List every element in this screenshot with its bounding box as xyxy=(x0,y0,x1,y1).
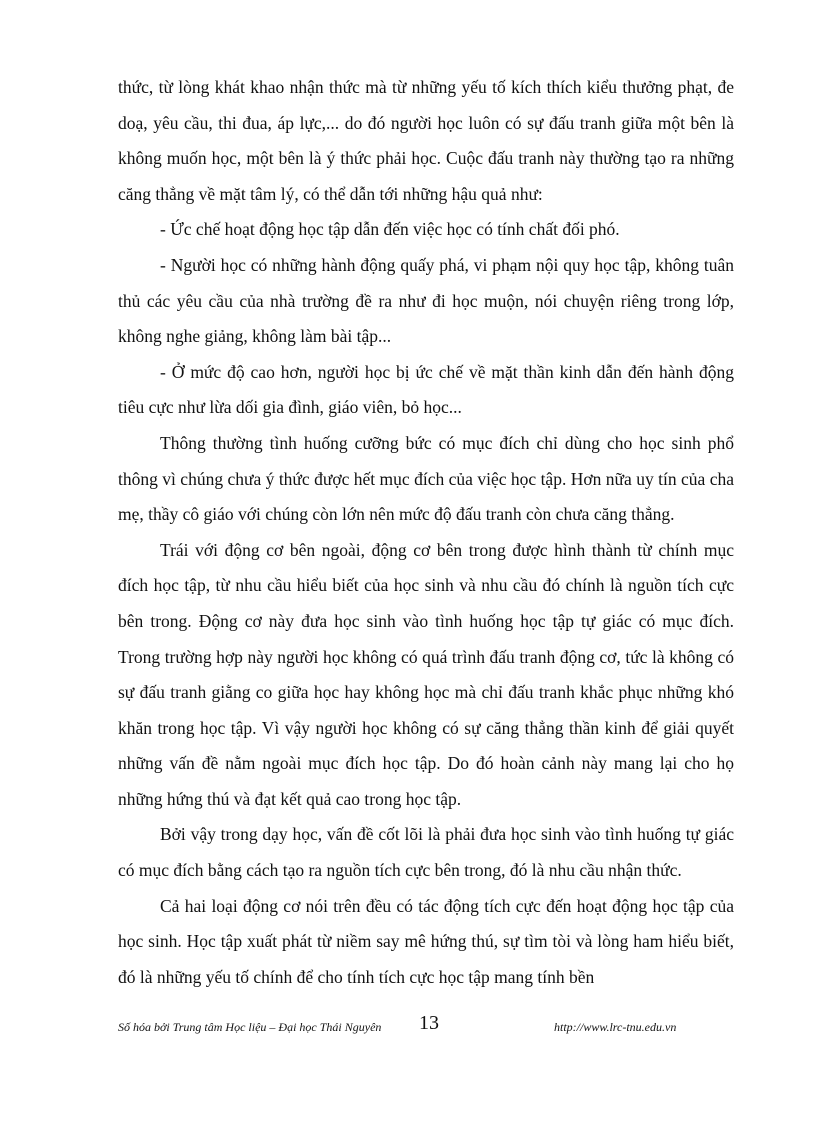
paragraph-continuation: thức, từ lòng khát khao nhận thức mà từ những yếu tố kích thích kiểu thưởng phạt, đe doạ, yêu cầu, thi đua, áp lực,... do đó người học luôn có sự đấu tranh giữa một bên là không muốn học, một bên là ý thức phải học. Cuộc đấu tranh này thường tạo ra những căng thẳng về mặt tâm lý, có thể dẫn tới những hậu quả như: xyxy=(118,77,734,204)
document-body xyxy=(118,70,734,995)
paragraph-coercive-situation: Thông thường tình huống cưỡng bức có mục đích chỉ dùng cho học sinh phổ thông vì chúng chưa ý thức được hết mục đích của việc học tập. Hơn nữa uy tín của cha mẹ, thầy cô giáo với chúng còn lớn nên mức độ đấu tranh còn chưa căng thẳng. xyxy=(118,432,734,525)
bullet-item-inhibition: - Ức chế hoạt động học tập dẫn đến việc học có tính chất đối phó. xyxy=(160,219,620,240)
paragraph-internal-motivation: Trái với động cơ bên ngoài, động cơ bên trong được hình thành từ chính mục đích học tập, từ nhu cầu hiểu biết của học sinh và nhu cầu đó chính là nguồn tích cực bên trong. Động cơ này đưa học sinh vào tình huống học tập tự giác có mục đích. Trong trường hợp này người học không có quá trình đấu tranh động cơ, tức là không có sự đấu tranh giằng co giữa học hay không học mà chỉ đấu tranh khắc phục những khó khăn trong học tập. Vì vậy người học không có sự căng thẳng thần kinh để giải quyết những vấn đề nằm ngoài mục đích học tập. Do đó hoàn cảnh này mang lại cho họ những hứng thú và đạt kết quả cao trong học tập. xyxy=(118,539,734,809)
paragraph-both-motivations: Cả hai loại động cơ nói trên đều có tác động tích cực đến hoạt động học tập của học sinh. Học tập xuất phát từ niềm say mê hứng thú, sự tìm tòi và lòng ham hiểu biết, đó là những yếu tố chính để cho tính tích cực học tập mang tính bền xyxy=(118,895,734,987)
footer-url: http://www.lrc-tnu.edu.vn xyxy=(554,1020,677,1034)
paragraph-core-issue: Bởi vậy trong dạy học, vấn đề cốt lõi là phải đưa học sinh vào tình huống tự giác có mục đích bằng cách tạo ra nguồn tích cực bên trong, đó là nhu cầu nhận thức. xyxy=(118,824,734,881)
page-footer xyxy=(118,1010,734,1040)
footer-digitized-by: Số hóa bởi Trung tâm Học liệu – Đại học Thái Nguyên xyxy=(118,1020,382,1034)
page-number: 13 xyxy=(419,1012,439,1034)
bullet-item-disruption: - Người học có những hành động quấy phá, vi phạm nội quy học tập, không tuân thủ các yêu cầu của nhà trường đề ra như đi học muộn, nói chuyện riêng trong lớp, không nghe giảng, không làm bài tập... xyxy=(118,254,734,347)
bullet-item-higher-level: - Ở mức độ cao hơn, người học bị ức chế về mặt thần kinh dẫn đến hành động tiêu cực như lừa dối gia đình, giáo viên, bỏ học... xyxy=(118,361,734,418)
